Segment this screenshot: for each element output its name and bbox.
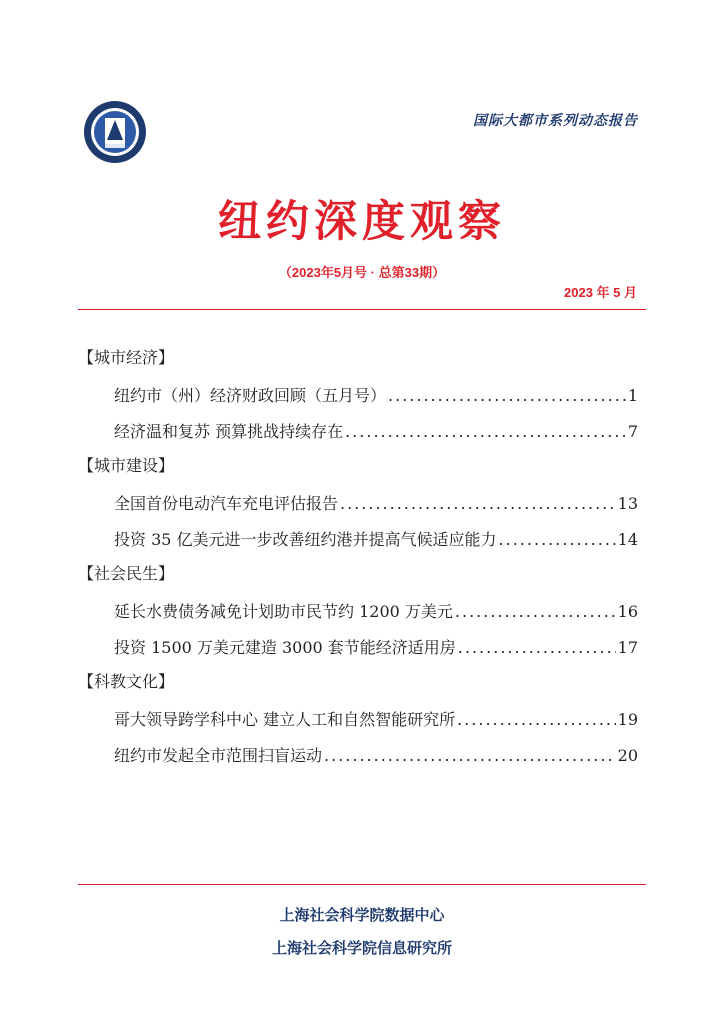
institute-logo — [83, 100, 147, 164]
toc-entry-title: 投资 1500 万美元建造 3000 套节能经济适用房 — [114, 638, 456, 657]
publisher-org-1: 上海社会科学院数据中心 — [279, 906, 445, 924]
toc-section-heading: 【科教文化】 — [78, 672, 175, 691]
toc-leader — [458, 630, 616, 666]
toc-entry-page: 14 — [617, 530, 638, 549]
toc-entry-page: 13 — [617, 494, 638, 513]
toc-section-heading: 【城市经济】 — [78, 348, 175, 367]
toc-entry-title: 全国首份电动汽车充电评估报告 — [114, 494, 339, 513]
issue-date: 2023 年 5 月 — [564, 285, 637, 300]
logo-emblem-icon — [83, 100, 147, 164]
toc-section-heading: 【社会民生】 — [78, 564, 175, 583]
toc-entry-title: 哥大领导跨学科中心 建立人工和自然智能研究所 — [114, 710, 456, 729]
toc-entry[interactable] — [78, 594, 638, 630]
issue-number: （2023年5月号 · 总第33期） — [278, 265, 446, 280]
toc-section-heading: 【城市建设】 — [78, 456, 175, 475]
bottom-divider — [78, 884, 646, 885]
toc-entry[interactable] — [78, 702, 638, 738]
toc-entry[interactable] — [78, 522, 638, 558]
toc-entry-page: 16 — [617, 602, 638, 621]
toc-entry-page: 17 — [617, 638, 638, 657]
page-title: 纽约深度观察 — [218, 197, 506, 247]
toc-leader — [499, 522, 616, 558]
toc-entry-page: 7 — [627, 422, 638, 441]
toc-leader — [324, 738, 616, 774]
toc-entry[interactable] — [78, 414, 638, 450]
toc-leader — [455, 594, 616, 630]
toc-leader — [457, 702, 616, 738]
toc-entry-title: 纽约市发起全市范围扫盲运动 — [114, 746, 323, 765]
toc-entry-title: 经济温和复苏 预算挑战持续存在 — [114, 422, 344, 441]
publisher-org-2: 上海社会科学院信息研究所 — [271, 939, 452, 957]
toc-entry-title: 延长水费债务减免计划助市民节约 1200 万美元 — [114, 602, 453, 621]
toc-entry-title: 投资 35 亿美元进一步改善纽约港并提高气候适应能力 — [114, 530, 497, 549]
toc-entry[interactable] — [78, 378, 638, 414]
toc-entry-page: 1 — [627, 386, 638, 405]
table-of-contents — [78, 342, 638, 774]
toc-leader — [388, 378, 626, 414]
toc-entry[interactable] — [78, 738, 638, 774]
toc-entry-title: 纽约市（州）经济财政回顾（五月号） — [114, 386, 387, 405]
toc-entry[interactable] — [78, 630, 638, 666]
toc-entry-page: 19 — [617, 710, 638, 729]
toc-entry[interactable] — [78, 486, 638, 522]
toc-entry-page: 20 — [617, 746, 638, 765]
toc-leader — [345, 414, 626, 450]
top-divider — [78, 309, 646, 310]
series-title: 国际大都市系列动态报告 — [473, 113, 638, 129]
toc-leader — [340, 486, 616, 522]
